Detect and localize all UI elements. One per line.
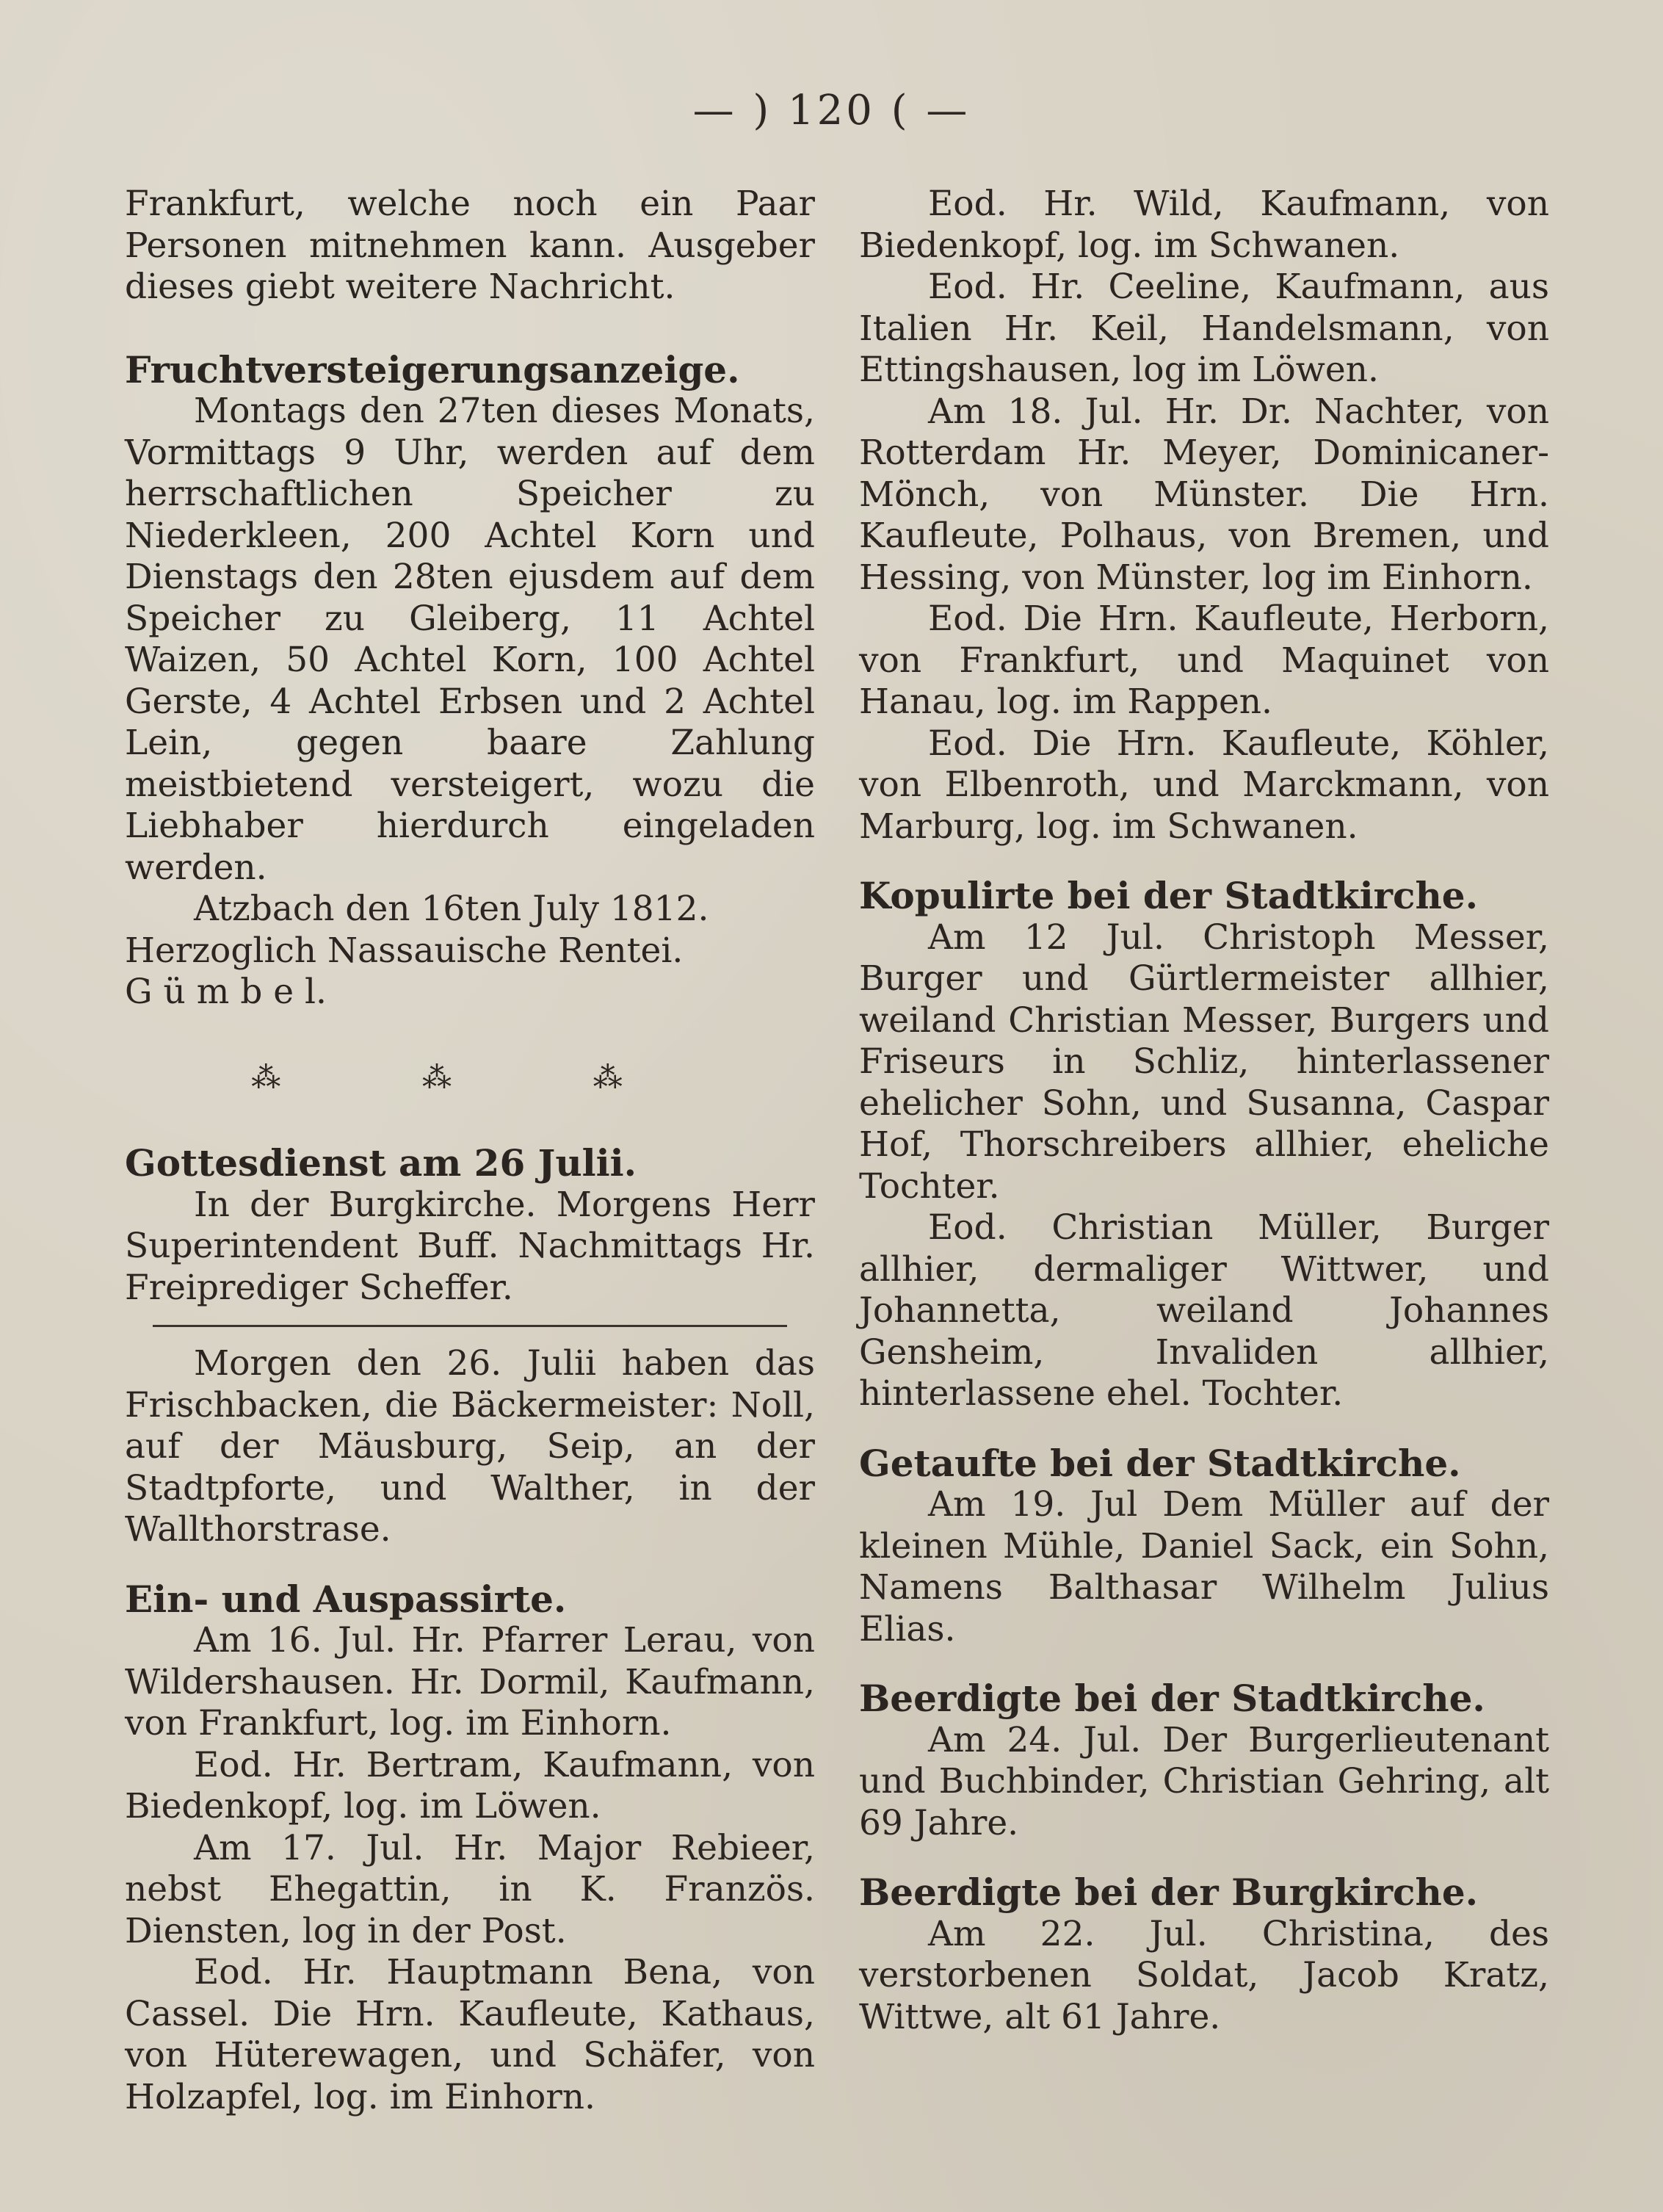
travel-entry: Am 18. Jul. Hr. Dr. Nachter, von Rotterdam Hr. Meyer, Dominicaner-Mönch, von Münster. Die Hrn. Kaufleute, Polhaus, von Bremen, und Hessing, von Münster, log im Einhorn.: [859, 391, 1549, 598]
burial-entry: Am 22. Jul. Christina, des verstorbenen Soldat, Jacob Kratz, Wittwe, alt 61 Jahre.: [859, 1913, 1549, 2037]
travel-entry: Eod. Hr. Ceeline, Kaufmann, aus Italien Hr. Keil, Handelsmann, von Ettingshausen, log im Löwen.: [859, 267, 1549, 390]
carryover-paragraph: Frankfurt, welche noch ein Paar Personen mitnehmen kann. Ausgeber dieses giebt weitere Nachricht.: [125, 184, 815, 307]
divider-rule: [153, 1325, 788, 1327]
page-number: — ) 120 ( —: [692, 87, 971, 134]
signature-office: Herzoglich Nassauische Rentei.: [125, 930, 684, 971]
baptism-entry: Am 19. Jul Dem Müller auf der kleinen Mühle, Daniel Sack, ein Sohn, Namens Balthasar Wilhelm Julius Elias.: [859, 1484, 1549, 1649]
travel-entry: Am 17. Jul. Hr. Major Rebieer, nebst Ehegattin, in K. Französ. Diensten, log in der Post.: [125, 1827, 815, 1951]
auction-notice: Montags den 27ten dieses Monats, Vormittags 9 Uhr, werden auf dem herrschaftlichen Speicher zu Niederkleen, 200 Achtel Korn und Dienstags den 28ten ejusdem auf dem Speicher zu Gleiberg, 11 Achtel Waizen, 50 Achtel Korn, 100 Achtel Gerste, 4 Achtel Erbsen und 2 Achtel Lein, gegen baare Zahlung meistbietend versteigert, wozu die Liebhaber hierdurch eingeladen werden.: [125, 391, 815, 888]
marriage-entry: Eod. Christian Müller, Burger allhier, dermaliger Wittwer, und Johannetta, weiland Johannes Gensheim, Invaliden allhier, hinterlassene ehel. Tochter.: [859, 1207, 1549, 1414]
travel-entry: Eod. Die Hrn. Kaufleute, Köhler, von Elbenroth, und Marckmann, von Marburg, log. im Schwanen.: [859, 723, 1549, 847]
ornament-separator: ⁂ ⁂ ⁂: [251, 1060, 689, 1095]
section-heading-beerdigte-stadtkirche: Beerdigte bei der Stadtkirche.: [859, 1677, 1485, 1720]
service-notice: In der Burgkirche. Morgens Herr Superintendent Buff. Nachmittags Hr. Freiprediger Scheffer.: [125, 1184, 815, 1308]
travel-entry: Eod. Die Hrn. Kaufleute, Herborn, von Frankfurt, und Maquinet von Hanau, log. im Rappen.: [859, 599, 1549, 722]
right-column: [859, 184, 1549, 2038]
section-heading-fruchtversteigerung: Fruchtversteigerungsanzeige.: [125, 347, 740, 391]
burial-entry: Am 24. Jul. Der Burgerlieutenant und Buchbinder, Christian Gehring, alt 69 Jahre.: [859, 1719, 1549, 1843]
travel-entry: Am 16. Jul. Hr. Pfarrer Lerau, von Wildershausen. Hr. Dormil, Kaufmann, von Frankfurt, log. im Einhorn.: [125, 1620, 815, 1743]
travel-entry: Eod. Hr. Hauptmann Bena, von Cassel. Die Hrn. Kaufleute, Kathaus, von Hüterewagen, und Schäfer, von Holzapfel, log. im Einhorn.: [125, 1952, 815, 2117]
date-line: Atzbach den 16ten July 1812.: [194, 889, 709, 929]
section-heading-passirte: Ein- und Auspassirte.: [125, 1577, 567, 1621]
baker-notice: Morgen den 26. Julii haben das Frischbacken, die Bäckermeister: Noll, auf der Mäusburg, Seip, an der Stadtpforte, und Walther, in der Wallthorstrase.: [125, 1343, 815, 1550]
left-column: [125, 184, 815, 2118]
section-heading-beerdigte-burgkirche: Beerdigte bei der Burgkirche.: [859, 1871, 1479, 1914]
signature-name: G ü m b e l.: [125, 972, 327, 1012]
section-heading-gottesdienst: Gottesdienst am 26 Julii.: [125, 1141, 637, 1185]
marriage-entry: Am 12 Jul. Christoph Messer, Burger und Gürtlermeister allhier, weiland Christian Messer, Burgers und Friseurs in Schliz, hinterlassener ehelicher Sohn, und Susanna, Caspar Hof, Thorschreibers allhier, eheliche Tochter.: [859, 917, 1549, 1207]
travel-entry: Eod. Hr. Wild, Kaufmann, von Biedenkopf, log. im Schwanen.: [859, 184, 1549, 266]
section-heading-kopulirte: Kopulirte bei der Stadtkirche.: [859, 874, 1479, 917]
travel-entry: Eod. Hr. Bertram, Kaufmann, von Biedenkopf, log. im Löwen.: [125, 1744, 815, 1826]
section-heading-getaufte: Getaufte bei der Stadtkirche.: [859, 1441, 1461, 1485]
